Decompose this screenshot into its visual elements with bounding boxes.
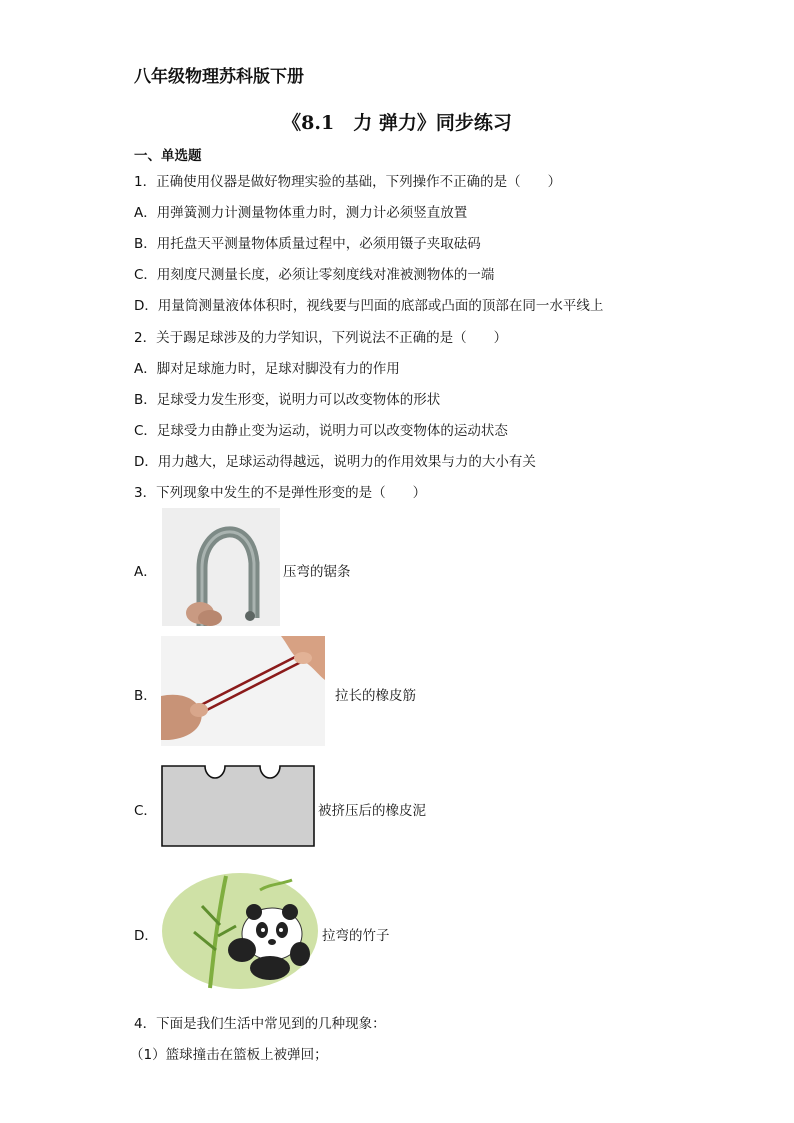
q1-stem: 1．正确使用仪器是做好物理实验的基础，下列操作不正确的是（ ） — [134, 174, 562, 190]
q3-option-a-caption: 压弯的锯条 — [283, 564, 351, 580]
q1-option-b: B．用托盘天平测量物体质量过程中，必须用镊子夹取砝码 — [134, 236, 481, 252]
q3-option-b-letter: B． — [134, 688, 157, 704]
q3-stem: 3．下列现象中发生的不是弹性形变的是（ ） — [134, 485, 427, 501]
header-title: 八年级物理苏科版下册 — [134, 67, 304, 87]
q3-option-d-letter: D． — [134, 928, 158, 944]
q3-option-a-letter: A． — [134, 564, 157, 580]
q4-item-1: （1）篮球撞击在篮板上被弹回； — [130, 1047, 328, 1063]
saw-blade-image — [162, 508, 280, 626]
q2-stem: 2．关于踢足球涉及的力学知识，下列说法不正确的是（ ） — [134, 330, 508, 346]
clay-image — [160, 764, 316, 848]
q1-option-a: A．用弹簧测力计测量物体重力时，测力计必须竖直放置 — [134, 205, 468, 221]
q1-option-d: D．用量筒测量液体体积时，视线要与凹面的底部或凸面的顶部在同一水平线上 — [134, 298, 604, 314]
q3-option-d-caption: 拉弯的竹子 — [322, 928, 390, 944]
panda-bamboo-image — [160, 870, 320, 992]
q2-option-c: C．足球受力由静止变为运动，说明力可以改变物体的运动状态 — [134, 423, 508, 439]
q2-option-d: D．用力越大，足球运动得越远，说明力的作用效果与力的大小有关 — [134, 454, 536, 470]
q2-option-b: B．足球受力发生形变，说明力可以改变物体的形状 — [134, 392, 441, 408]
q4-stem: 4．下面是我们生活中常见到的几种现象： — [134, 1016, 386, 1032]
q3-option-c-letter: C． — [134, 803, 157, 819]
section-heading: 一、单选题 — [134, 148, 202, 164]
q3-option-c-caption: 被挤压后的橡皮泥 — [318, 803, 426, 819]
rubber-band-image — [161, 636, 325, 746]
q1-option-c: C．用刻度尺测量长度，必须让零刻度线对准被测物体的一端 — [134, 267, 495, 283]
q2-option-a: A．脚对足球施力时，足球对脚没有力的作用 — [134, 361, 400, 377]
document-title: 《8.1 力 弹力》同步练习 — [282, 112, 512, 134]
q3-option-b-caption: 拉长的橡皮筋 — [335, 688, 416, 704]
